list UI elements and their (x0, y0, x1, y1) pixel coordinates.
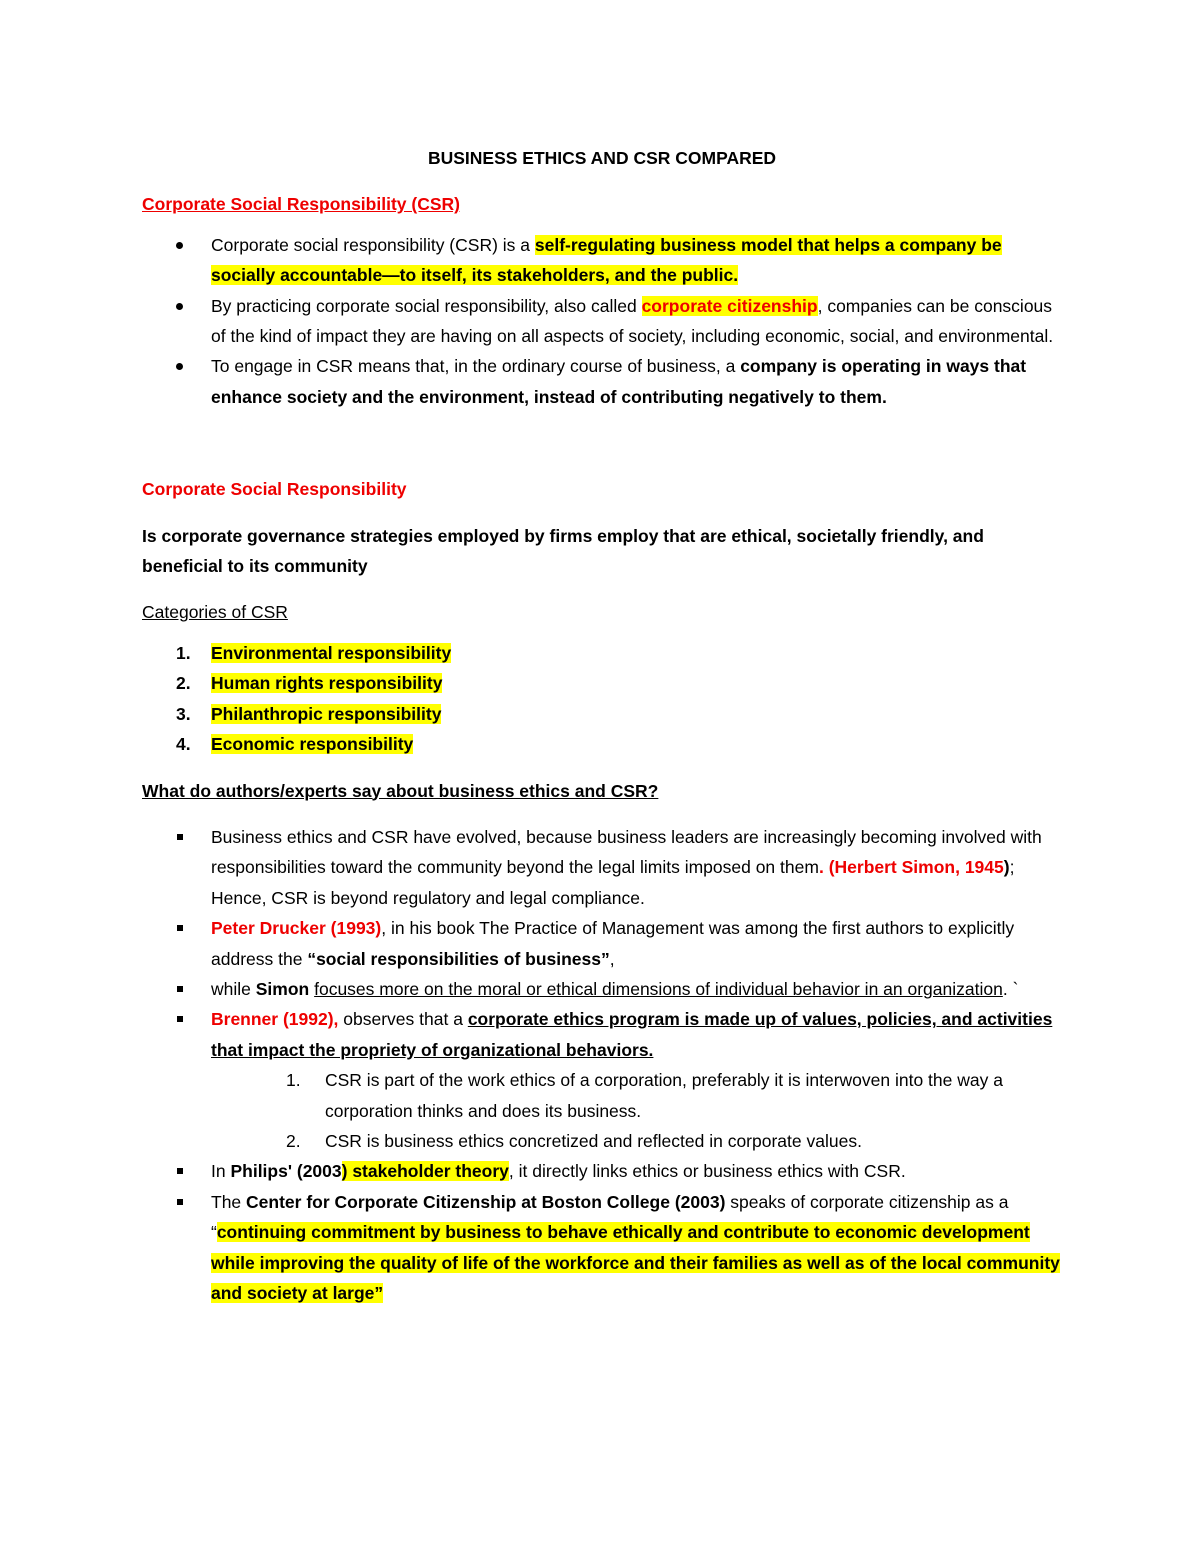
csr-bullet-1: Corporate social responsibility (CSR) is a self-regulating business model that helps a company be socially accountable—to itself, its stakeholders, and the public. (142, 230, 1062, 291)
experts-bullet-simon: Business ethics and CSR have evolved, because business leaders are increasingly becoming involved with responsibilities toward the community beyond the legal limits imposed on them. (Herbert Simon, 1945); Hence, CSR is beyond regulatory and legal compliance. (142, 822, 1062, 913)
categories-list (142, 638, 1062, 760)
csr-definition-text: Is corporate governance strategies employed by firms employ that are ethical, societally friendly, and beneficial to its community (142, 525, 984, 577)
brenner-sub-list (211, 1065, 1062, 1156)
corporate-citizenship-highlight: corporate citizenship (641, 295, 818, 316)
citation-brenner: Brenner (1992), (211, 1009, 339, 1030)
experts-heading: What do authors/experts say about business ethics and CSR? (142, 780, 659, 801)
experts-bullet-drucker: Peter Drucker (1993), in his book The Practice of Management was among the first authors to explicitly address the “social responsibilities of business”, (142, 913, 1062, 974)
category-item: 3. Philanthropic responsibility (176, 703, 442, 724)
csr-bullet-2: By practicing corporate social responsibility, also called corporate citizenship, companies can be conscious of the kind of impact they are having on all aspects of society, including economic, social, and environmental. (142, 291, 1062, 352)
citation-peter-drucker: Peter Drucker (1993) (211, 918, 382, 939)
category-item: 1. Environmental responsibility (176, 642, 452, 663)
experts-bullet-boston-college: The Center for Corporate Citizenship at Boston College (2003) speaks of corporate citizenship as a “continuing commitment by business to behave ethically and contribute to economic development while improving the quality of life of the workforce and their families as well as of the local community and society at large” (142, 1187, 1062, 1309)
experts-bullet-list (142, 822, 1062, 1309)
stakeholder-theory-highlight: ) stakeholder theory (341, 1161, 509, 1182)
category-item: 2. Human rights responsibility (176, 673, 443, 694)
experts-bullet-brenner: Brenner (1992), observes that a corporate ethics program is made up of values, policies, and activities that impact the propriety of organizational behaviors. 1. CSR is part of the work ethics of a corporation, preferably it is interwoven into the way a corporation thinks and does its business. 2. CSR is business ethics concretized and reflected in corporate values. (142, 1004, 1062, 1156)
sub-list-item: 2. CSR is business ethics concretized and reflected in corporate values. (286, 1130, 862, 1151)
csr-bullet-list (142, 230, 1062, 412)
experts-bullet-philips: In Philips' (2003) stakeholder theory, it directly links ethics or business ethics with CSR. (142, 1156, 1062, 1186)
sub-list-item: 1. CSR is part of the work ethics of a corporation, preferably it is interwoven into the way a corporation thinks and does its business. (286, 1070, 1003, 1121)
experts-bullet-simon-focus: while Simon focuses more on the moral or ethical dimensions of individual behavior in an organization. ` (142, 974, 1062, 1004)
citation-herbert-simon: (Herbert Simon, 1945 (828, 857, 1004, 878)
document-title: BUSINESS ETHICS AND CSR COMPARED (427, 148, 777, 168)
corporate-citizenship-quote-highlight: continuing commitment by business to behave ethically and contribute to economic development while improving the quality of life of the workforce and their families as well as of the local community and society at large” (211, 1222, 1060, 1303)
categories-heading: Categories of CSR (142, 602, 288, 623)
csr-bullet-3: To engage in CSR means that, in the ordinary course of business, a company is operating in ways that enhance society and the environment, instead of contributing negatively to them. (142, 351, 1062, 412)
csr-heading: Corporate Social Responsibility (CSR) (142, 194, 460, 215)
csr-definition-heading: Corporate Social Responsibility (142, 479, 407, 500)
category-item: 4. Economic responsibility (176, 734, 414, 755)
csr-definition-highlight: self-regulating business model that helps a company be socially accountable—to itself, its stakeholders, and the public. (211, 234, 1002, 286)
document-body (142, 143, 1062, 1308)
